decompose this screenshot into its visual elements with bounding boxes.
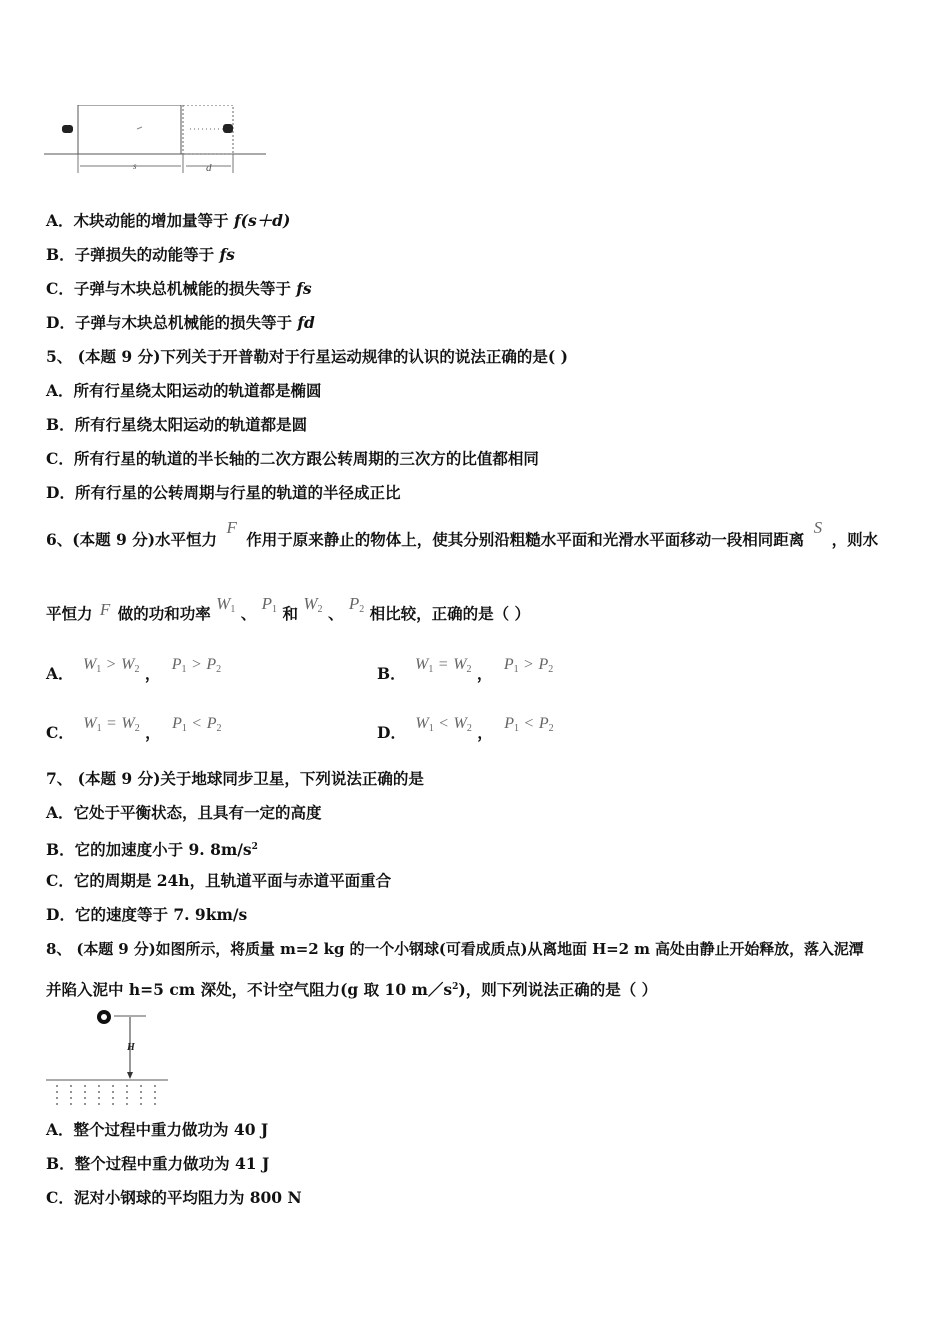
q6-force-symbol: F (226, 518, 237, 537)
q7-option-b (46, 837, 258, 860)
q6-d-w2-sub: 2 (466, 723, 472, 734)
q7-option-a-text: 它处于平衡状态，且具有一定的高度 (73, 803, 322, 822)
q6-c-w2: W (121, 715, 135, 732)
q6-distance-symbol: S (813, 518, 823, 537)
q6-b-w2-sub: 2 (466, 664, 472, 675)
q6-w1 (216, 594, 235, 613)
q6-option-a-expr (83, 654, 145, 673)
q4-option-d (46, 313, 315, 333)
q6-c-w1-sub: 1 (96, 723, 102, 734)
q6-a-p2-sub: 2 (216, 664, 222, 675)
q6-option-a-p-expr (172, 654, 221, 673)
q8-option-a-text: 整个过程中重力做功为 40 J (73, 1120, 269, 1139)
q8-stem-line2-sup: 2 (452, 982, 459, 992)
q6-option-c-label: C． (46, 723, 74, 742)
q6-b-w-rel: = (438, 656, 448, 673)
q8-stem-line1: 8、 (本题 9 分)如图所示，将质量 m=2 kg 的一个小钢球(可看成质点)从离地面 H=2 m 高处由静止开始释放，落入泥潭 (46, 940, 864, 958)
q6-a-w2-sub: 2 (134, 664, 140, 675)
q6-c-comma: ， (145, 723, 161, 742)
q5-option-b-label: B． (46, 415, 75, 434)
figure-label-s: s (133, 161, 137, 171)
q4-option-d-text: 子弹与木块总机械能的损失等于 (74, 313, 298, 332)
q6-p2-symbol: P (348, 594, 360, 613)
q6-option-c (46, 715, 222, 749)
q4-option-b-label: B． (46, 245, 75, 264)
q6-stem-line1 (46, 518, 879, 550)
q8-stem-line2-b: )，则下列说法正确的是（ ） (458, 980, 658, 999)
q6-d-w1-sub: 1 (428, 723, 434, 734)
q6-line2-part2: 做的功和功率 (117, 604, 211, 623)
q6-option-c-expr (83, 713, 145, 732)
q7-option-d-label: D． (46, 905, 75, 924)
figure-label-d: d (206, 162, 212, 174)
q6-option-d-p-expr (504, 713, 553, 732)
q5-option-a-label: A． (46, 381, 74, 400)
q6-b-w1-sub: 1 (428, 664, 434, 675)
q6-option-a (46, 656, 222, 690)
q6-force-symbol-2: F (99, 600, 111, 619)
q6-d-p2: P (538, 715, 549, 732)
q4-option-a-text: 木块动能的增加量等于 (73, 211, 234, 230)
q4-option-a-expr: f(s＋d) (233, 211, 291, 230)
q7-option-b-text: 它的加速度小于 9. 8m/s (74, 840, 252, 859)
q6-b-p1: P (503, 656, 514, 673)
q5-option-d-text: 所有行星的公转周期与行星的轨道的半径成正比 (74, 483, 401, 502)
figure-label-h: H (127, 1042, 135, 1053)
q6-option-b-label: B． (377, 664, 406, 683)
q8-option-c-label: C． (46, 1188, 74, 1207)
q6-b-p2-sub: 2 (548, 664, 554, 675)
q6-line2-part3: 相比较，正确的是（ ） (369, 604, 531, 623)
q6-option-d (377, 715, 554, 749)
q6-b-comma: ， (476, 664, 493, 683)
q6-a-w1-sub: 1 (96, 664, 102, 675)
q7-option-b-sup: 2 (251, 842, 258, 852)
q5-option-c-text: 所有行星的轨道的半长轴的二次方跟公转周期的三次方的比值都相同 (73, 449, 539, 468)
q6-d-p1-sub: 1 (513, 723, 519, 734)
q8-stem-line2 (46, 977, 657, 1000)
q6-and: 和 (282, 604, 298, 623)
q6-c-p2-sub: 2 (216, 723, 222, 734)
q7-option-c-label: C． (46, 871, 74, 890)
q6-d-p1: P (504, 715, 514, 732)
q5-option-c-label: C． (46, 449, 74, 468)
q6-a-p1-sub: 1 (181, 664, 187, 675)
q4-option-b (46, 245, 235, 265)
q6-option-b (377, 656, 554, 690)
q6-c-w2-sub: 2 (134, 723, 140, 734)
q6-stem-line2 (46, 594, 531, 630)
q6-c-w-rel: = (106, 715, 117, 732)
q7-option-c (46, 871, 391, 891)
q6-option-c-p-expr (172, 713, 221, 732)
q7-stem: 7、 (本题 9 分)关于地球同步卫星，下列说法正确的是 (46, 769, 424, 788)
q6-w1-sub: 1 (230, 604, 236, 615)
q6-a-w-rel: > (106, 656, 116, 673)
ball-drop-figure (42, 1006, 172, 1106)
q6-stem-part1: 6、(本题 9 分)水平恒力 (46, 530, 218, 549)
q5-option-c (46, 449, 539, 469)
q8-option-c (46, 1188, 302, 1208)
q4-option-c (46, 279, 312, 299)
q5-option-d (46, 483, 400, 503)
q6-w2 (303, 594, 322, 613)
q6-d-w-rel: < (439, 715, 449, 732)
q6-c-p-rel: < (192, 715, 202, 732)
q6-p1-sub: 1 (272, 604, 278, 615)
q5-option-a (46, 381, 322, 401)
q6-d-comma: ， (477, 723, 493, 742)
q7-option-c-text: 它的周期是 24h，且轨道平面与赤道平面重合 (73, 871, 392, 890)
q6-stem-part3: ，则水 (831, 530, 879, 549)
q6-b-p2: P (538, 656, 549, 673)
q5-option-d-label: D． (46, 483, 75, 502)
q6-c-w1: W (83, 715, 97, 732)
q7-option-a (46, 803, 322, 823)
q6-b-p-rel: > (524, 656, 534, 673)
q6-d-p2-sub: 2 (548, 723, 554, 734)
q4-option-a-label: A． (46, 211, 74, 230)
q8-option-b (46, 1154, 269, 1174)
q6-option-d-label: D． (377, 723, 406, 742)
q8-option-b-label: B． (46, 1154, 75, 1173)
q8-option-c-text: 泥对小钢球的平均阻力为 800 N (73, 1188, 302, 1207)
q6-d-p-rel: < (524, 715, 534, 732)
q6-a-p-rel: > (191, 656, 201, 673)
q5-option-a-text: 所有行星绕太阳运动的轨道都是椭圆 (73, 381, 322, 400)
q7-option-d (46, 905, 247, 925)
q6-option-b-p-expr (504, 654, 553, 673)
q7-option-b-label: B． (46, 840, 75, 859)
q6-b-w2: W (453, 656, 467, 673)
q7-option-d-text: 它的速度等于 7. 9km/s (74, 905, 248, 924)
q8-option-a-label: A． (46, 1120, 74, 1139)
q6-line2-part1: 平恒力 (46, 604, 93, 623)
q6-option-a-label: A． (46, 664, 74, 683)
q6-d-w1: W (415, 715, 429, 732)
q4-option-c-expr: fs (296, 279, 312, 298)
q6-w1-symbol: W (216, 594, 231, 613)
q6-sep2: 、 (327, 604, 344, 623)
q5-option-b (46, 415, 307, 435)
q6-a-w2: W (121, 656, 135, 673)
q6-a-comma: ， (144, 664, 161, 683)
q6-a-w1: W (82, 656, 97, 673)
q8-stem-line2-a: 并陷入泥中 h=5 cm 深处，不计空气阻力(g 取 10 m／s (46, 980, 453, 999)
q8-option-b-text: 整个过程中重力做功为 41 J (74, 1154, 270, 1173)
q6-p2 (349, 594, 364, 613)
q6-a-p2: P (206, 656, 217, 673)
bullet-block-figure (40, 105, 280, 175)
q6-b-w1: W (415, 656, 429, 673)
q4-option-c-text: 子弹与木块总机械能的损失等于 (73, 279, 297, 298)
q5-stem: 5、 (本题 9 分)下列关于开普勒对于行星运动规律的认识的说法正确的是( ) (46, 347, 568, 366)
q6-w2-sub: 2 (317, 604, 323, 615)
q6-p1-symbol: P (261, 594, 273, 613)
q4-option-b-expr: fs (219, 245, 235, 264)
q6-a-p1: P (171, 656, 182, 673)
q4-option-c-label: C． (46, 279, 74, 298)
q6-option-d-expr (415, 713, 477, 732)
q4-option-a (46, 211, 290, 231)
q6-p1 (262, 594, 277, 613)
q6-c-p1-sub: 1 (181, 723, 187, 734)
q4-option-d-label: D． (46, 313, 75, 332)
q6-stem-part2: 作用于原来静止的物体上，使其分别沿粗糙水平面和光滑水平面移动一段相同距离 (246, 530, 805, 549)
q4-option-d-expr: fd (297, 313, 315, 332)
q8-option-a (46, 1120, 268, 1140)
q4-option-b-text: 子弹损失的动能等于 (74, 245, 220, 264)
q6-b-p1-sub: 1 (513, 664, 519, 675)
q6-w2-symbol: W (303, 594, 318, 613)
q6-c-p1: P (172, 715, 182, 732)
q6-c-p2: P (206, 715, 217, 732)
q6-p2-sub: 2 (359, 604, 365, 615)
q7-option-a-label: A． (46, 803, 74, 822)
q5-option-b-text: 所有行星绕太阳运动的轨道都是圆 (74, 415, 308, 434)
q6-sep1: 、 (240, 604, 257, 623)
q6-option-b-expr (415, 654, 477, 673)
q6-d-w2: W (453, 715, 467, 732)
